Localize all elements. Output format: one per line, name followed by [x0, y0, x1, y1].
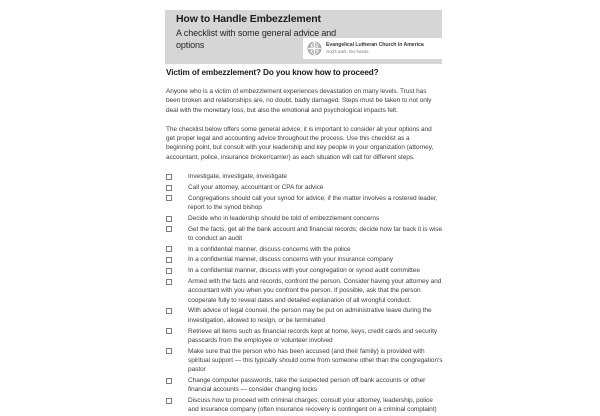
checklist-item-label: Decide who in leadership should be told of embezzlement concerns — [188, 214, 380, 222]
checkbox-icon[interactable] — [166, 174, 172, 180]
checklist-item[interactable] — [166, 225, 444, 244]
checkbox-icon[interactable] — [166, 257, 172, 263]
organization-logo — [303, 38, 442, 59]
logo-tagline: God's work. Our hands. — [326, 49, 370, 55]
checklist-item[interactable] — [166, 183, 444, 192]
checkbox-icon[interactable] — [166, 378, 172, 384]
elca-cross-globe-icon — [307, 41, 322, 56]
checklist-item-label: Make sure that the person who has been accused (and their family) is provided with spiritual support — this typically should come from someone other than the congregation's pastor — [188, 347, 443, 374]
checkbox-icon[interactable] — [166, 398, 172, 404]
document-body — [166, 68, 446, 416]
checklist-item[interactable] — [166, 277, 444, 305]
checklist-item[interactable] — [166, 214, 444, 223]
checklist-item[interactable] — [166, 306, 444, 325]
checklist-item-label: Get the facts, get all the bank account and financial records; decide how far back it is wise to conduct an audit — [188, 225, 443, 242]
checklist-item-label: Discuss how to proceed with criminal charges; consult your attorney, leadership, police and insurance company (often insurance recovery is contingent on a criminal complaint) — [188, 397, 437, 414]
checklist-item-label: With advice of legal counsel, the person may be put on administrative leave during the investigation, allowed to resign, or be terminated — [188, 307, 432, 324]
checklist-item-label: Investigate, investigate, investigate — [188, 173, 287, 181]
checklist-item[interactable] — [166, 396, 444, 415]
document-title: How to Handle Embezzlement — [176, 13, 321, 25]
checklist-item[interactable] — [166, 172, 444, 181]
checklist-item[interactable] — [166, 347, 444, 375]
checklist-item[interactable] — [166, 376, 444, 395]
checklist-item[interactable] — [166, 327, 444, 346]
checklist-item-label: In a confidential manner, discuss concerns with your insurance company — [188, 256, 393, 264]
checklist-item-label: In a confidential manner, discuss concerns with the police — [188, 245, 351, 253]
checklist-item-label: Call your attorney, accountant or CPA for advice — [188, 183, 324, 191]
checkbox-icon[interactable] — [166, 246, 172, 252]
checklist — [166, 172, 444, 415]
checkbox-icon[interactable] — [166, 348, 172, 354]
checklist-item[interactable] — [166, 266, 444, 275]
checklist-item[interactable] — [166, 255, 444, 264]
checkbox-icon[interactable] — [166, 328, 172, 334]
checklist-item-label: Armed with the facts and records, confront the person. Consider having your attorney and accountant with you when you confront the person. If possible, ask that the person cooperate fully to reveal dates and detailed explanation of all wrongful conduct. — [188, 278, 442, 304]
intro-paragraphs — [166, 87, 446, 162]
checklist-item-label: Congregations should call your synod for advice; if the matter involves a rostered leader, report to the synod bishop — [188, 194, 438, 211]
body-paragraph: The checklist below offers some general advice; it is important to consider all your options and get proper legal and accounting advice throughout the process. Use this checklist as a beginning point, but consult with your leadership and key people in your organization (attorney, accountant, police, insurance broker/carrier) as each situation will call for different steps. — [166, 125, 434, 161]
logo-org-name: Evangelical Lutheran Church in America — [326, 42, 424, 49]
section-heading: Victim of embezzlement? Do you know how to proceed? — [166, 68, 379, 77]
document-subtitle: A checklist with some general advice and options — [176, 28, 337, 50]
checkbox-icon[interactable] — [166, 185, 172, 191]
checklist-item-label: Retrieve all items such as financial records kept at home, keys, credit cards and security passcards from the employee or volunteer involved — [188, 327, 438, 344]
checkbox-icon[interactable] — [166, 268, 172, 274]
body-paragraph: Anyone who is a victim of embezzlement experiences devastation on many levels. Trust has been broken and relationships are, no doubt, badly damaged. Steps must be taken to not only deal with the monetary loss, but also the emotional and psychological impacts felt. — [166, 88, 432, 114]
checklist-item[interactable] — [166, 245, 444, 254]
checkbox-icon[interactable] — [166, 216, 172, 222]
checkbox-icon[interactable] — [166, 308, 172, 314]
checklist-item[interactable] — [166, 194, 444, 213]
checkbox-icon[interactable] — [166, 195, 172, 201]
checklist-item-label: In a confidential manner, discuss with your congregation or synod audit committee — [188, 267, 420, 275]
logo-wordmark — [326, 42, 424, 55]
checklist-item-label: Change computer passwords, take the suspected person off bank accounts or other financial accounts — consider changing locks — [188, 377, 426, 394]
checkbox-icon[interactable] — [166, 279, 172, 285]
checkbox-icon[interactable] — [166, 226, 172, 232]
